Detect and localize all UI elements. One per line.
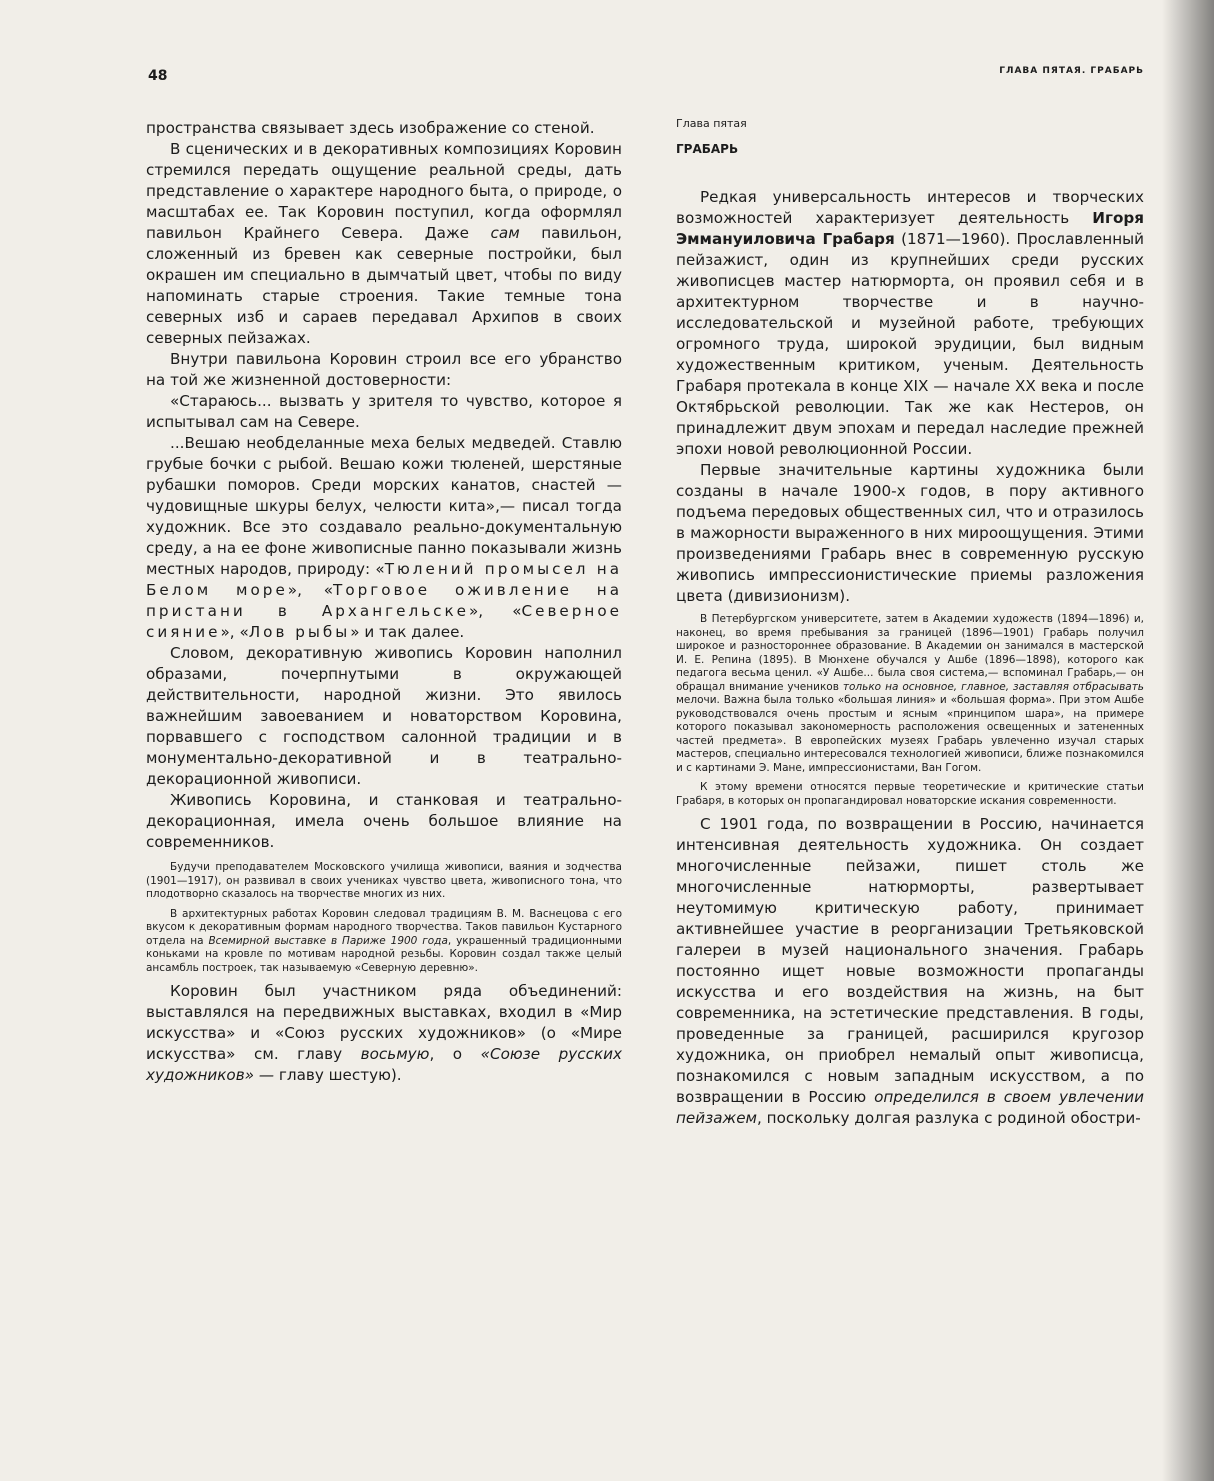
text-run: , поскольку долгая разлука с родиной обостри-	[757, 1109, 1141, 1127]
text-run: В архитектурных работах Коровин следовал традициям В. М. Васнецова с его вкусом к декоративным формам народного творчества. Таков павильон Кустарного отдела на	[146, 907, 622, 947]
text-run: ...Вешаю необделанные меха белых медведей. Ставлю грубые бочки с рыбой. Вешаю кожи тюленей, шерстяные рубашки поморов. Среди морских канатов, снастей — чудовищные шкуры белух, челюсти кита»,— писал тогда художник. Все это создавало реально-документальную среду, а на ее фоне живописные панно показывали жизнь местных народов, природу: «	[146, 434, 622, 578]
right-column	[676, 116, 1144, 1129]
italic-run: определился в своем увлечении пейзажем	[676, 1088, 1144, 1127]
painting-title: Северное сияние	[146, 602, 622, 641]
text-run: », «	[469, 602, 522, 620]
chapter-label: Глава пятая	[676, 117, 747, 130]
chapter-title: ГРАБАРЬ	[676, 142, 739, 156]
text-run: » и так далее.	[350, 623, 465, 641]
left-column	[146, 118, 622, 1086]
page-shadow-edge	[1162, 0, 1214, 1481]
text-run: Редкая универсальность интересов и творческих возможностей характеризует деятельность	[676, 188, 1144, 227]
paragraph: Словом, декоративную живопись Коровин наполнил образами, почерпнутыми в окружающей действительности, народной жизни. Это явилось важнейшим завоеванием и новаторством Коровина, порвавшего с господством салонной традиции и в монументально-декоративной и в театрально-декорационной живописи.	[146, 644, 622, 788]
small-print-note	[146, 908, 622, 976]
bold-name: Игоря Эммануиловича Грабаря	[676, 209, 1144, 248]
title-spacer	[676, 157, 1144, 187]
painting-title: Лов рыбы	[248, 623, 351, 641]
text-run: В сценических и в декоративных композициях Коровин стремился передать ощущение реальной среды, дать представление о характере народного быта, о природе, о масштабах ее. Так Коровин поступил, когда оформлял павильон Крайнего Севера. Даже	[146, 140, 622, 242]
paragraph: пространства связывает здесь изображение со стеной.	[146, 119, 595, 137]
paragraph	[676, 814, 1144, 1129]
italic-run: Всемирной выставке в Париже 1900 года	[208, 934, 448, 947]
paragraph	[146, 981, 622, 1086]
quote-paragraph: «Стараюсь... вызвать у зрителя то чувство, которое я испытывал сам на Севере.	[146, 392, 622, 431]
italic-run: восьмую	[360, 1045, 430, 1063]
italic-run: только на основное, главное, заставляя отбрасывать	[842, 680, 1144, 693]
paragraph: Первые значительные картины художника были созданы в начале 1900-х годов, в пору активного подъема передовых общественных сил, что и отразилось в мажорности выраженного в них мироощущения. Этими произведениями Грабарь внес в современную русскую живопись импрессионистические приемы разложения цвета (дивизионизм).	[676, 461, 1144, 605]
text-run: С 1901 года, по возвращении в Россию, начинается интенсивная деятельность художника. Он создает многочисленные пейзажи, пишет столь же многочисленные натюрморты, развертывает неутомимую критическую работу, принимает активнейшее участие в реорганизации Третьяковской галереи в музей национального значения. Грабарь постоянно ищет новые возможности пропаганды искусства и его воздействия на жизнь, на быт современника, на эстетические представления. В годы, проведенные за границей, расширился кругозор художника, он приобрел немалый опыт живописца, познакомился с новым западным искусством, а по возвращении в Россию	[676, 815, 1144, 1106]
text-run: , украшенный традиционными коньками на кровле по мотивам народной резьбы. Коровин создал также целый ансамбль построек, так называемую «Северную деревню».	[146, 934, 622, 974]
painting-title: Тюлений промысел на Белом море	[146, 560, 623, 599]
text-run: мелочи. Важна была только «большая линия» и «большая форма». При этом Ашбе руководствовался очень простым и ясным «принципом шара», на примере которого показывал закономерность расположения освещенных и затененных частей предмета». В европейских музеях Грабарь увлеченно изучал старых мастеров, специально интересовался технологией живописи, ближе познакомился и с картинами Э. Мане, импрессионистами, Ван Гогом.	[676, 694, 1144, 774]
page-number: 48	[148, 68, 168, 84]
italic-run: сам	[490, 224, 520, 242]
small-print-note: К этому времени относятся первые теоретические и критические статьи Грабаря, в которых он пропагандировал новаторские искания современности.	[676, 781, 1144, 807]
text-run: Коровин был участником ряда объединений: выставлялся на передвижных выставках, входил в «Мир искусства» и «Союз русских художников» (о «Мире искусства» см. главу	[146, 982, 622, 1063]
painting-title: Торговое оживление на пристани в Архангельске	[146, 581, 623, 620]
text-run: главу шестую).	[274, 1066, 402, 1084]
italic-run: «Союзе русских художников» —	[146, 1045, 622, 1084]
paragraph: Живопись Коровина, и станковая и театрально-декорационная, имела очень большое влияние на современников.	[146, 791, 622, 851]
text-run: », «	[287, 581, 334, 599]
text-run: павильон, сложенный из бревен как северные постройки, был окрашен им специально в дымчатый цвет, чтобы по виду напоминать старые строения. Такие темные тона северных изб и сараев передавал Архипов в своих северных пейзажах.	[146, 224, 622, 347]
text-run: », «	[220, 623, 249, 641]
text-run: В Петербургском университете, затем в Академии художеств (1894—1896) и, наконец, во время пребывания за границей (1896—1901) Грабарь получил широкое и разностороннее образование. В Академии он занимался в мастерской И. Е. Репина (1895). В Мюнхене обучался у Ашбе (1896—1898), которого как педагога весьма ценил. «У Ашбе... была своя система,— вспоминал Грабарь,— он обращал внимание учеников	[676, 613, 1144, 693]
paragraph	[676, 187, 1144, 460]
small-print-note	[676, 613, 1144, 775]
text-run: , о	[429, 1045, 481, 1063]
small-print-note: Будучи преподавателем Московского училища живописи, ваяния и зодчества (1901—1917), он развивал в своих учениках чувство цвета, живописного тона, что плодотворно сказалось на творчестве многих из них.	[146, 861, 622, 900]
paragraph	[146, 139, 622, 349]
quote-paragraph	[146, 433, 622, 643]
paragraph: Внутри павильона Коровин строил все его убранство на той же жизненной достоверности:	[146, 350, 622, 389]
text-run: (1871—1960). Прославленный пейзажист, один из крупнейших среди русских живописцев мастер натюрморта, он проявил себя и в архитектурном творчестве и в научно-исследовательской и музейной работе, требующих огромного труда, широкой эрудиции, был видным художественным критиком, ученым. Деятельность Грабаря протекала в конце XIX — начале XX века и после Октябрьской революции. Так же как Нестеров, он принадлежит двум эпохам и передал наследие прежней эпохи новой революционной России.	[676, 230, 1144, 458]
running-head: ГЛАВА ПЯТАЯ. ГРАБАРЬ	[999, 66, 1144, 76]
